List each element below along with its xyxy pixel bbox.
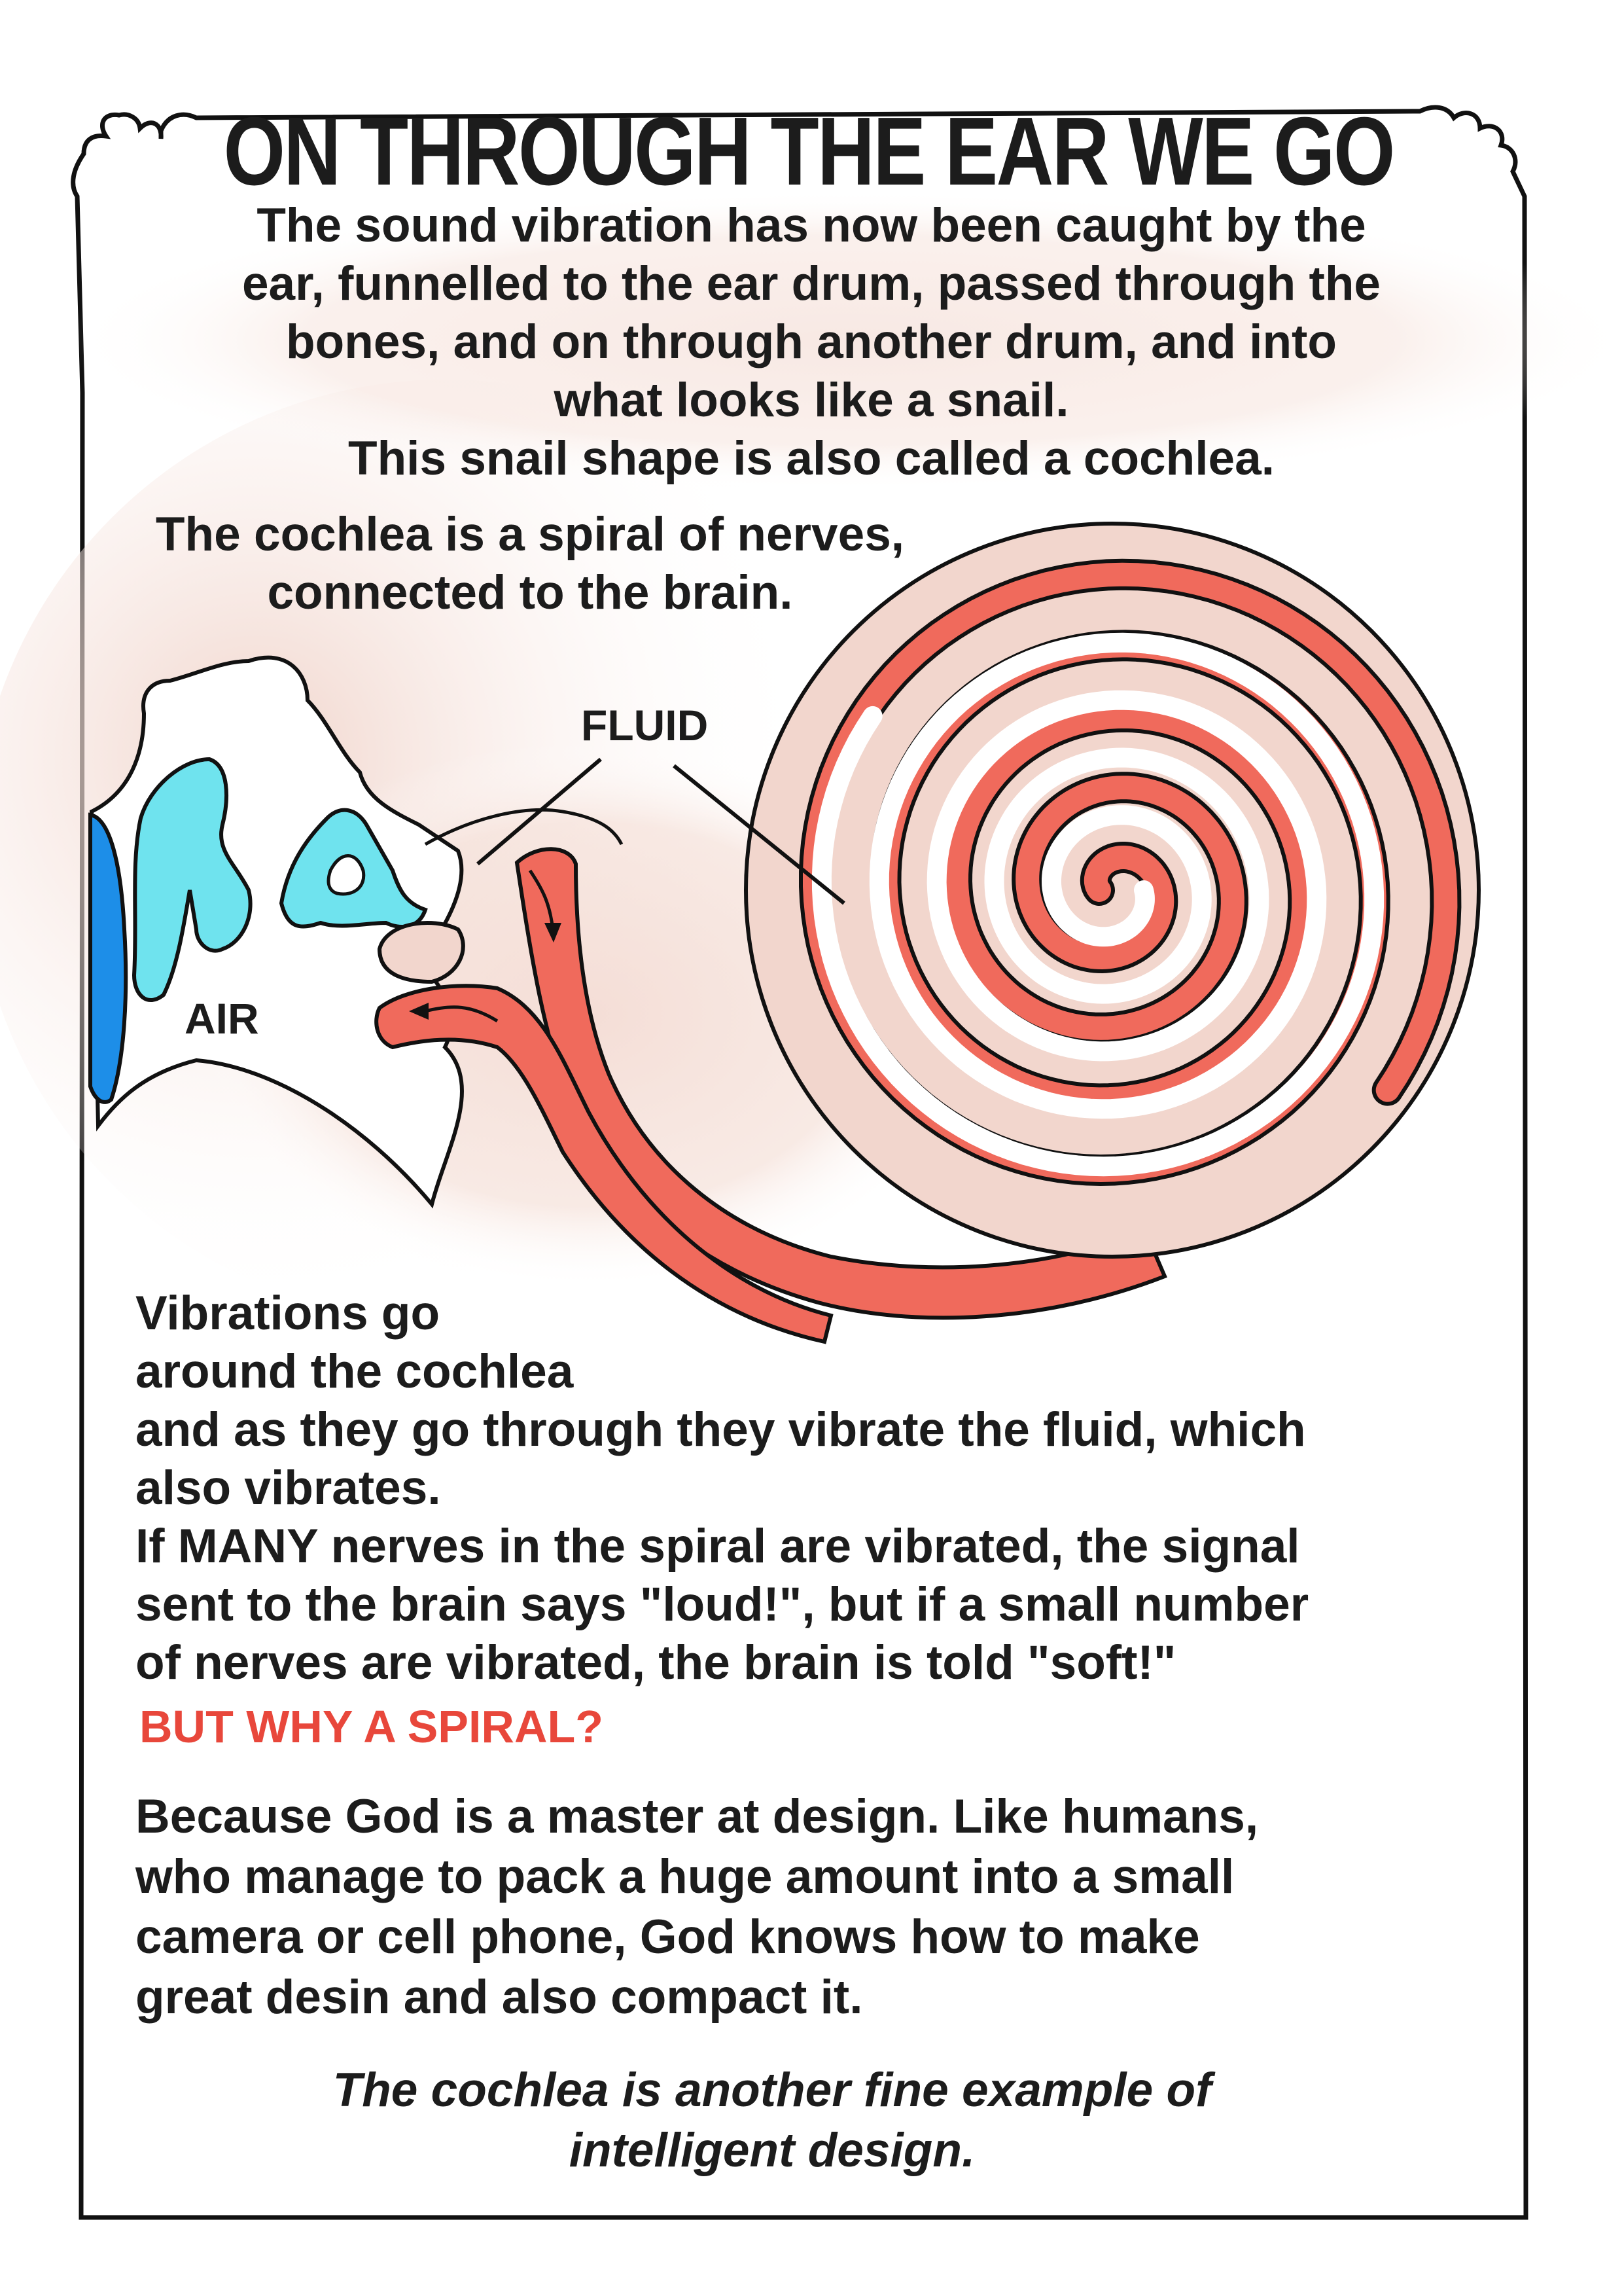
body-line: and as they go through they vibrate the fluid, which bbox=[135, 1403, 1306, 1456]
intro-line: bones, and on through another drum, and into bbox=[286, 315, 1337, 368]
vibrations-intro bbox=[135, 1284, 573, 1401]
body-paragraph bbox=[135, 1401, 1523, 1692]
air-label: AIR bbox=[185, 994, 259, 1043]
answer-line: who manage to pack a huge amount into a small bbox=[135, 1850, 1235, 1903]
answer-paragraph bbox=[135, 1787, 1523, 2028]
caption-line: The cochlea is a spiral of nerves, bbox=[155, 508, 905, 561]
body-line: of nerves are vibrated, the brain is told "soft!" bbox=[135, 1636, 1176, 1689]
body-line: If MANY nerves in the spiral are vibrated, the signal bbox=[135, 1520, 1300, 1573]
vibrations-line: around the cochlea bbox=[135, 1345, 574, 1398]
conclusion-paragraph bbox=[196, 2060, 1348, 2181]
caption-line: connected to the brain. bbox=[267, 566, 793, 619]
intro-line: The sound vibration has now been caught by the bbox=[256, 199, 1366, 252]
intro-line: ear, funnelled to the ear drum, passed through the bbox=[241, 257, 1381, 310]
answer-line: Because God is a master at design. Like humans, bbox=[135, 1790, 1259, 1843]
intro-line: what looks like a snail. bbox=[554, 374, 1069, 427]
page-title: ON THROUGH THE EAR WE GO bbox=[223, 98, 1394, 206]
answer-line: great desin and also compact it. bbox=[135, 1971, 863, 2024]
fluid-label: FLUID bbox=[581, 701, 709, 749]
vibrations-line: Vibrations go bbox=[135, 1287, 440, 1340]
intro-line: This snail shape is also called a cochlea. bbox=[347, 432, 1275, 485]
cochlea-caption bbox=[105, 505, 955, 622]
conclusion-line: intelligent design. bbox=[569, 2124, 976, 2177]
answer-line: camera or cell phone, God knows how to make bbox=[135, 1910, 1200, 1964]
conclusion-line: The cochlea is another fine example of bbox=[332, 2064, 1212, 2117]
body-line: also vibrates. bbox=[135, 1462, 441, 1515]
question-heading: BUT WHY A SPIRAL? bbox=[139, 1701, 604, 1752]
intro-paragraph bbox=[118, 196, 1505, 488]
oval-window bbox=[380, 923, 463, 982]
body-line: sent to the brain says "loud!", but if a small number bbox=[135, 1578, 1309, 1631]
